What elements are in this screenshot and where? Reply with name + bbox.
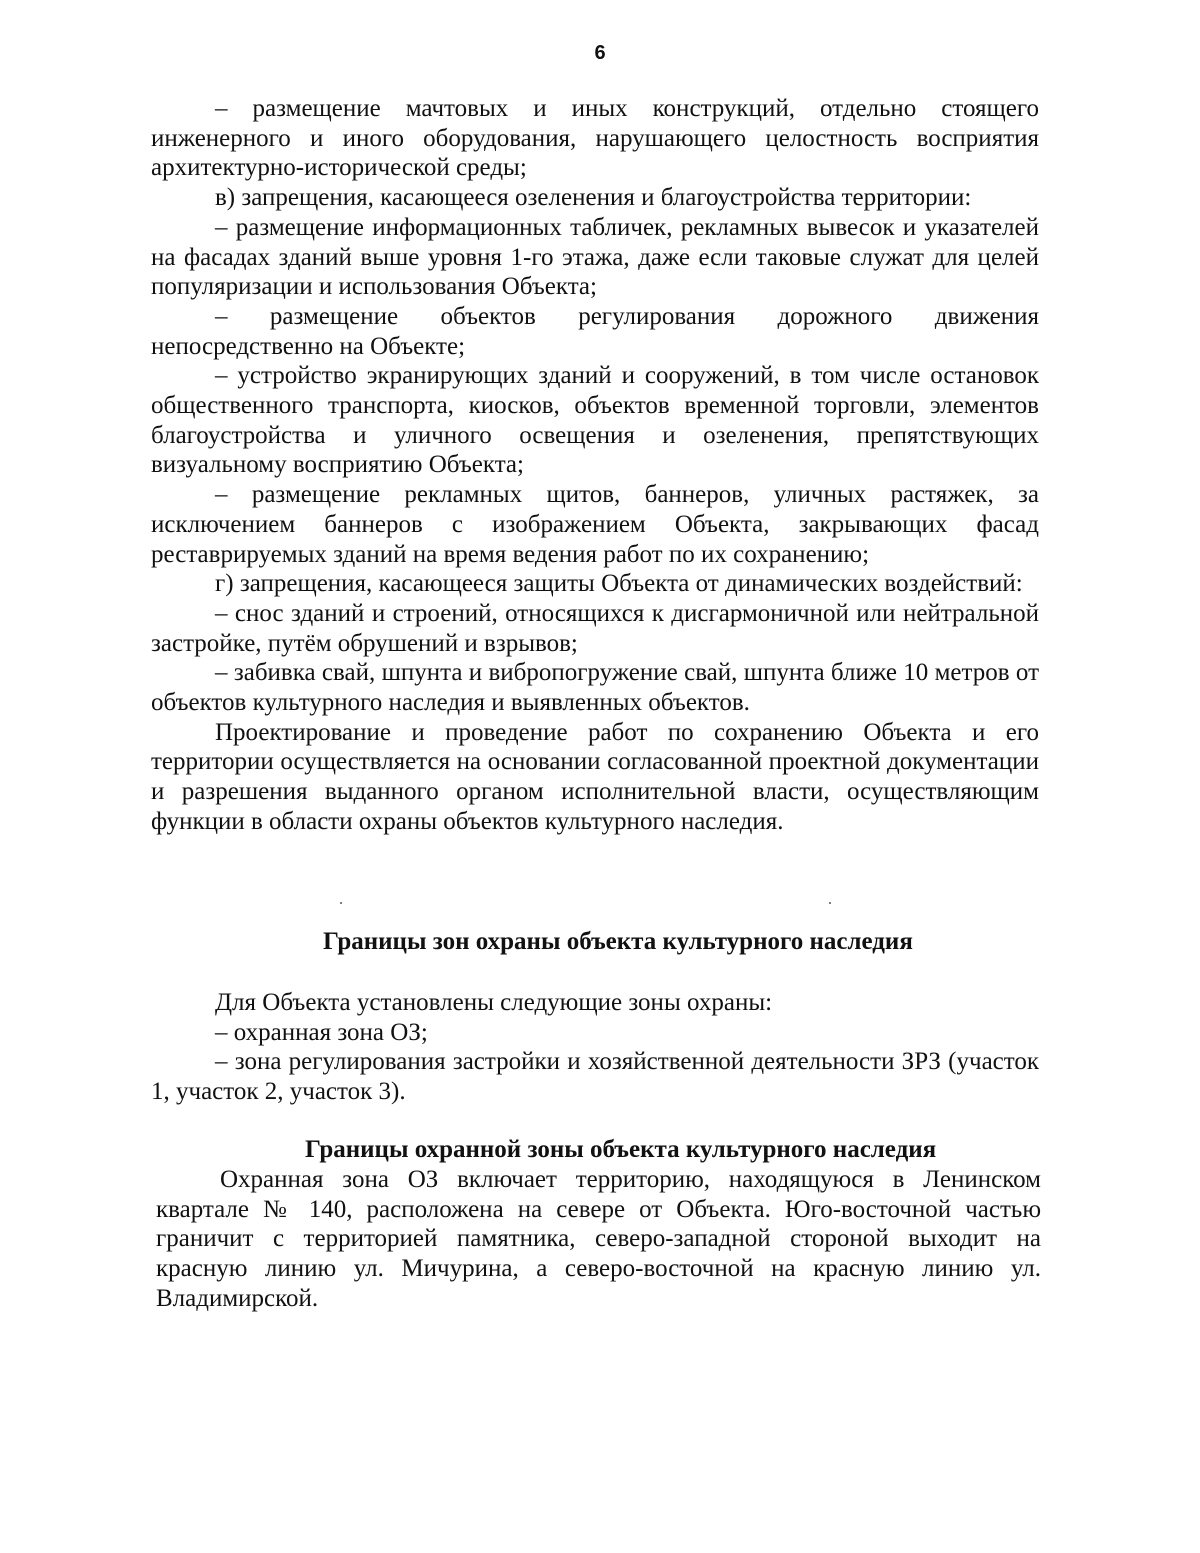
scan-speck bbox=[340, 902, 342, 904]
paragraph: Охранная зона ОЗ включает территорию, находящуюся в Ленинском квартале № 140, расположена на севере от Объекта. Юго-восточной частью граничит с территорией памятника, северо-западной стороной выходит на красную линию ул. Мичурина, а северо-восточной на красную линию ул. Владимирской. bbox=[156, 1166, 1041, 1312]
paragraph: – охранная зона ОЗ; bbox=[215, 1018, 428, 1046]
scan-speck bbox=[829, 902, 831, 904]
section-heading-zones: Границы зон охраны объекта культурного наследия bbox=[323, 928, 913, 955]
paragraph: г) запрещения, касающееся защиты Объекта от динамических воздействий: bbox=[215, 570, 1023, 598]
paragraph: – зона регулирования застройки и хозяйственной деятельности ЗРЗ (участок 1, участок 2, участок 3). bbox=[151, 1048, 1039, 1106]
paragraph: – размещение мачтовых и иных конструкций, отдельно стоящего инженерного и иного оборудования, нарушающего целостность восприятия архитектурно-исторической среды; bbox=[151, 95, 1039, 182]
paragraph: – размещение объектов регулирования дорожного движения непосредственно на Объекте; bbox=[151, 302, 1039, 360]
section-heading-oz: Границы охранной зоны объекта культурного наследия bbox=[305, 1136, 937, 1163]
oz-section bbox=[156, 1165, 1041, 1314]
zones-section bbox=[151, 988, 1039, 1107]
paragraph: – забивка свай, шпунта и вибропогружение свай, шпунта ближе 10 метров от объектов культурного наследия и выявленных объектов. bbox=[151, 659, 1039, 717]
paragraph: – размещение информационных табличек, рекламных вывесок и указателей на фасадах зданий выше уровня 1-го этажа, даже если таковые служат для целей популяризации и использования Объекта; bbox=[151, 213, 1039, 301]
paragraph: Проектирование и проведение работ по сохранению Объекта и его территории осуществляется на основании согласованной проектной документации и разрешения выданного органом исполнительной власти, осуществляющим функции в области охраны объектов культурного наследия. bbox=[151, 718, 1039, 835]
prohibitions-section bbox=[151, 94, 1039, 837]
paragraph: – снос зданий и строений, относящихся к дисгармоничной или нейтральной застройке, путём обрушений и взрывов; bbox=[151, 599, 1039, 657]
paragraph: в) запрещения, касающееся озеленения и благоустройства территории: bbox=[215, 184, 972, 212]
page-number: 6 bbox=[594, 42, 606, 64]
paragraph: Для Объекта установлены следующие зоны охраны: bbox=[215, 989, 773, 1016]
paragraph: – устройство экранирующих зданий и сооружений, в том числе остановок общественного транспорта, киосков, объектов временной торговли, элементов благоустройства и уличного освещения и озеленения, препятствующих визуальному восприятию Объекта; bbox=[151, 362, 1039, 479]
paragraph: – размещение рекламных щитов, баннеров, уличных растяжек, за исключением баннеров с изображением Объекта, закрывающих фасад реставрируемых зданий на время ведения работ по их сохранению; bbox=[151, 481, 1039, 568]
